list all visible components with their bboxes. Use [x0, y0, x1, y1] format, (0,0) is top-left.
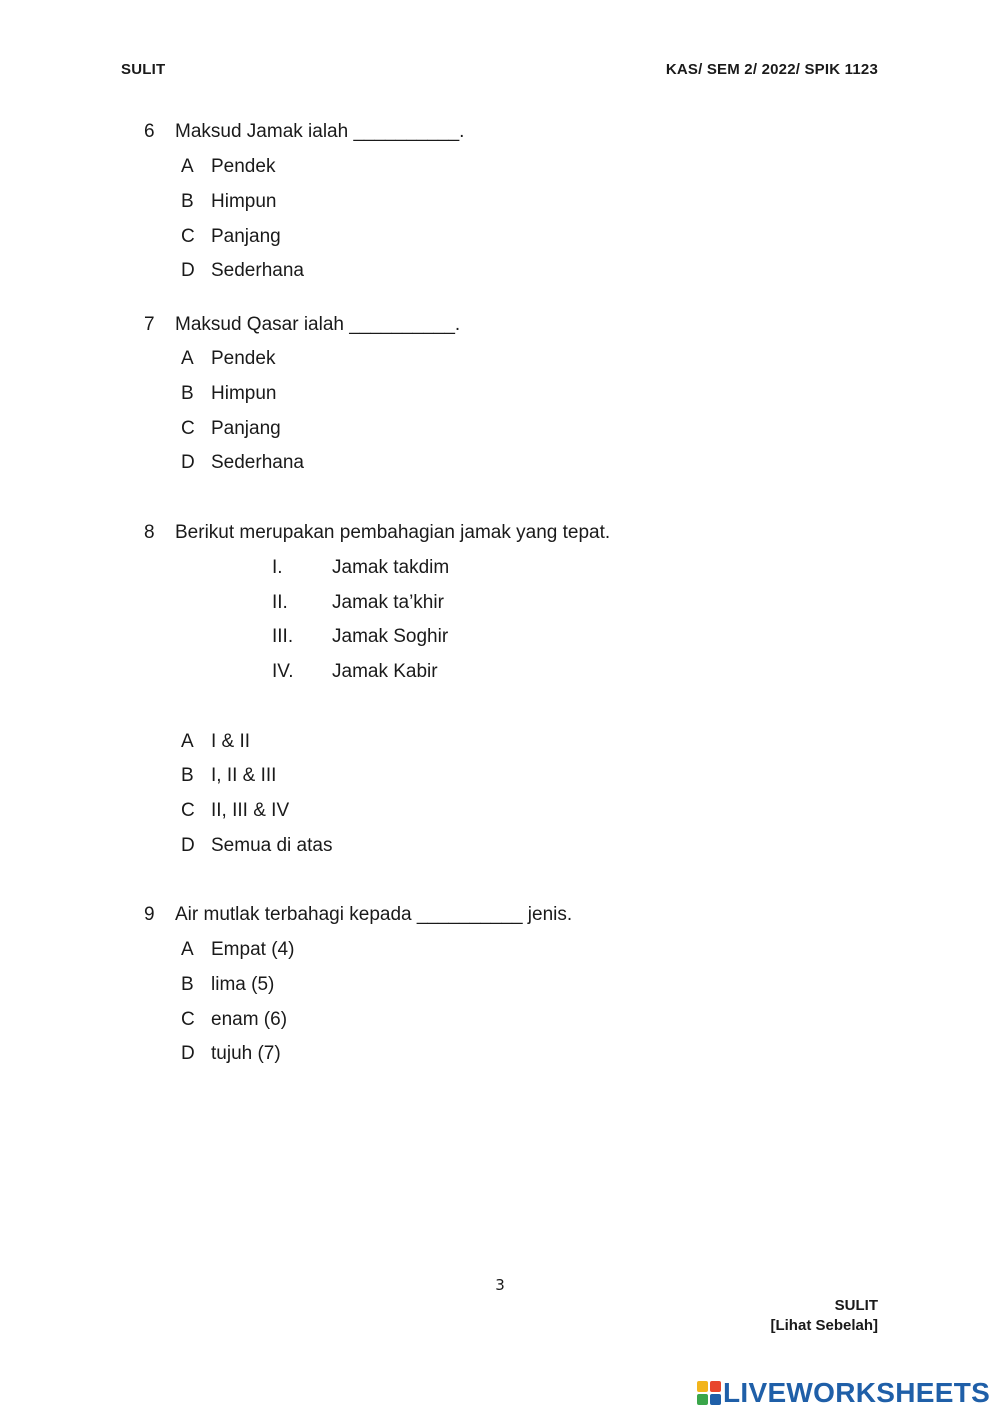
option-text: tujuh (7) [211, 1043, 281, 1064]
question-number: 9 [144, 904, 155, 925]
option-letter: B [181, 765, 194, 786]
option-text: Empat (4) [211, 939, 295, 960]
question-text: Berikut merupakan pembahagian jamak yang tepat. [175, 522, 611, 543]
question-text: Air mutlak terbahagi kepada __________ jenis. [175, 904, 573, 925]
question-text: Maksud Qasar ialah __________. [175, 314, 461, 335]
option-letter: D [181, 260, 195, 281]
option-letter: C [181, 1009, 195, 1030]
option-letter: B [181, 191, 194, 212]
option-letter: D [181, 1043, 195, 1064]
option-letter: C [181, 418, 195, 439]
statement-text: Jamak takdim [332, 557, 450, 578]
statement-numeral: IV. [272, 661, 294, 682]
option-text: lima (5) [211, 974, 275, 995]
option-text: I, II & III [211, 765, 277, 786]
option-letter: C [181, 226, 195, 247]
liveworksheets-brand[interactable] [697, 1376, 990, 1410]
option-text: Sederhana [211, 260, 304, 281]
option-letter: D [181, 835, 195, 856]
option-text: Panjang [211, 226, 281, 247]
option-letter: D [181, 452, 195, 473]
option-letter: C [181, 800, 195, 821]
question-number: 6 [144, 121, 155, 142]
question-text: Maksud Jamak ialah __________. [175, 121, 465, 142]
option-text: Pendek [211, 348, 276, 369]
statement-numeral: II. [272, 592, 288, 613]
header-left: SULIT [121, 61, 166, 78]
header-right: KAS/ SEM 2/ 2022/ SPIK 1123 [665, 61, 878, 78]
option-letter: B [181, 974, 194, 995]
option-text: Himpun [211, 383, 277, 404]
option-text: Pendek [211, 156, 276, 177]
option-text: Panjang [211, 418, 281, 439]
option-text: Semua di atas [211, 835, 333, 856]
footer-next-page: [Lihat Sebelah] [770, 1317, 878, 1334]
option-letter: B [181, 383, 194, 404]
question-number: 8 [144, 522, 155, 543]
liveworksheets-logo-icon [697, 1381, 721, 1405]
statement-text: Jamak Kabir [332, 661, 438, 682]
option-text: enam (6) [211, 1009, 288, 1030]
option-text: Sederhana [211, 452, 304, 473]
option-text: Himpun [211, 191, 277, 212]
option-letter: A [181, 731, 194, 752]
statement-text: Jamak Soghir [332, 626, 449, 647]
option-letter: A [181, 348, 194, 369]
option-text: II, III & IV [211, 800, 290, 821]
statement-numeral: III. [272, 626, 294, 647]
option-letter: A [181, 156, 194, 177]
page-number: 3 [495, 1276, 505, 1294]
option-text: I & II [211, 731, 251, 752]
footer-sulit: SULIT [834, 1297, 878, 1314]
brand-text: LIVEWORKSHEETS [723, 1377, 991, 1408]
statement-text: Jamak ta’khir [332, 592, 444, 613]
option-letter: A [181, 939, 194, 960]
statement-numeral: I. [272, 557, 283, 578]
question-number: 7 [144, 314, 155, 335]
